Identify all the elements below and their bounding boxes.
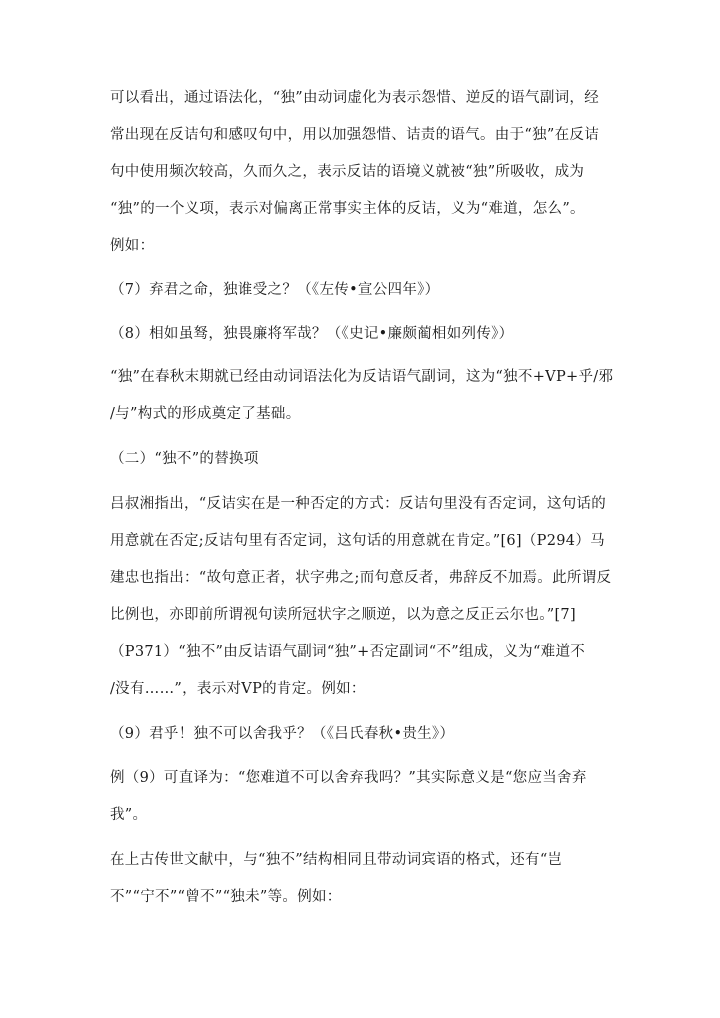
paragraph-line: 在上古传世文献中，与“独不”结构相同且带动词宾语的格式，还有“岂 <box>110 852 563 868</box>
section-heading: （二）“独不”的替换项 <box>110 451 259 467</box>
paragraph-line: /没有……”，表示对VP的肯定。例如： <box>110 681 366 697</box>
paragraph-line: 可以看出，通过语法化，“独”由动词虚化为表示怨惜、逆反的语气副词，经 <box>110 90 600 106</box>
paragraph-line: 例如： <box>110 238 155 254</box>
paragraph-line: “独”在春秋末期就已经由动词语法化为反诘语气副词，这为“独不+VP+乎/邪 <box>110 369 614 385</box>
paragraph-line: “独”的一个义项，表示对偏离正常事实主体的反诘，义为“难道，怎么”。 <box>110 201 585 217</box>
paragraph-line: （P371）“独不”由反诘语气副词“独”+否定副词“不”组成，义为“难道不 <box>110 644 586 660</box>
paragraph-line: 用意就在否定;反诘句里有否定词，这句话的用意就在肯定。”[6]（P294）马 <box>110 533 605 549</box>
paragraph-line: 例（9）可直译为：“您难道不可以舍弃我吗？”其实际意义是“您应当舍弃 <box>110 770 587 786</box>
paragraph-line: 常出现在反诘句和感叹句中，用以加强怨惜、诘责的语气。由于“独”在反诘 <box>110 127 600 143</box>
paragraph-line: 我”。 <box>110 807 148 823</box>
example-line: （8）相如虽驽，独畏廉将军哉？（《史记•廉颇蔺相如列传》） <box>110 326 514 342</box>
paragraph-line: 句中使用频次较高，久而久之，表示反诘的语境义就被“独”所吸收，成为 <box>110 164 585 180</box>
paragraph-line: 吕叔湘指出，“反诘实在是一种否定的方式：反诘句里没有否定词，这句话的 <box>110 496 607 512</box>
paragraph-line: 不”“宁不”“曾不”“独未”等。例如： <box>110 889 342 905</box>
example-line: （7）弃君之命，独谁受之？（《左传•宣公四年》） <box>110 282 440 298</box>
paragraph-line: /与”构式的形成奠定了基础。 <box>110 406 301 422</box>
example-line: （9）君乎！独不可以舍我乎？（《吕氏春秋•贵生》） <box>110 726 455 742</box>
paragraph-line: 比例也，亦即前所谓视句读所冠状字之顺逆，以为意之反正云尔也。”[7] <box>110 607 576 623</box>
paragraph-line: 建忠也指出：“故句意正者，状字弗之;而句意反者，弗辞反不加焉。此所谓反 <box>110 570 612 586</box>
